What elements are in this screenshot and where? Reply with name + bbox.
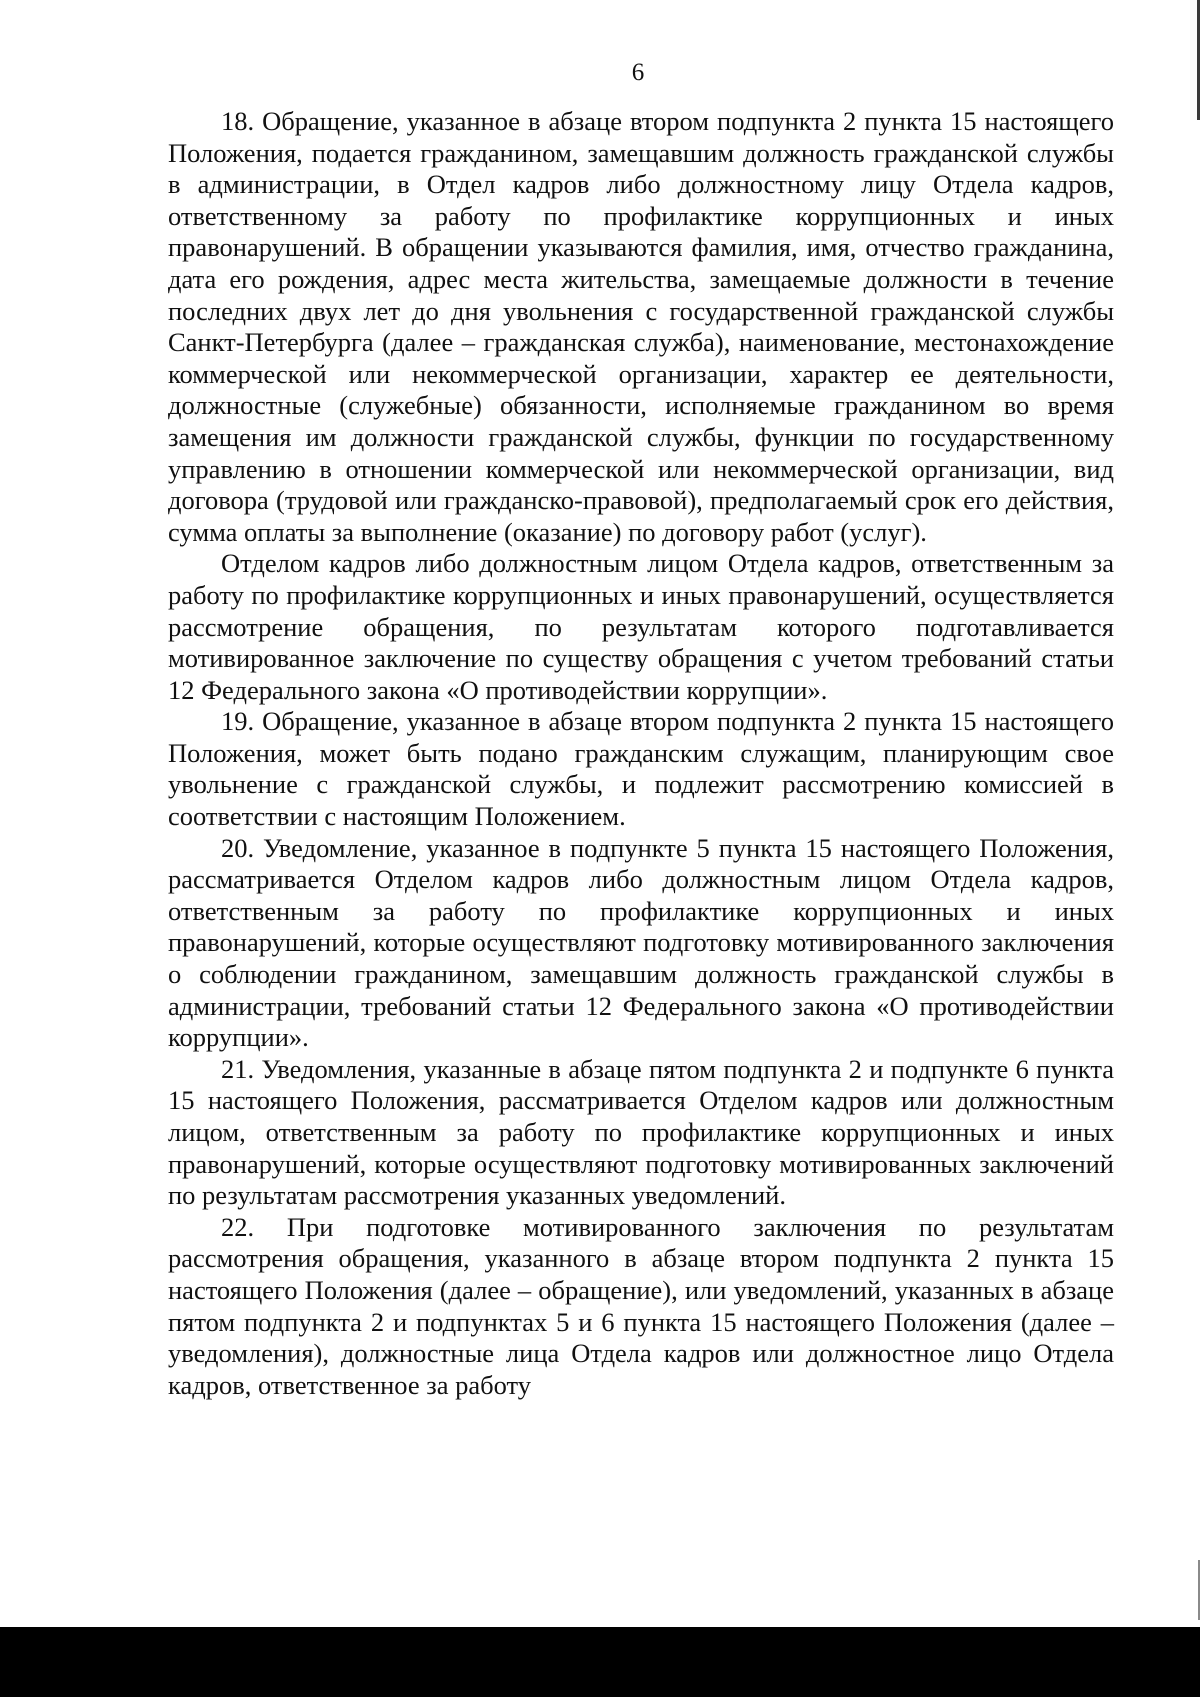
page-number: 6 (631, 59, 645, 86)
paragraph-21: 21. Уведомления, указанные в абзаце пятом подпункта 2 и подпункте 6 пункта 15 настоящего Положения, рассматривается Отделом кадров или должностным лицом, ответственным за работу по профилактике коррупционных и иных правонарушений, которые осуществляют подготовку мотивированных заключений по результатам рассмотрения указанных уведомлений. (168, 1053, 1114, 1211)
document-body (168, 106, 1114, 1401)
paragraph-22: 22. При подготовке мотивированного заключения по результатам рассмотрения обращения, указанного в абзаце втором подпункта 2 пункта 15 настоящего Положения (далее – обращение), или уведомлений, указанных в абзаце пятом подпункта 2 и подпунктах 5 и 6 пункта 15 настоящего Положения (далее – уведомления), должностные лица Отдела кадров или должностное лицо Отдела кадров, ответственное за работу (168, 1211, 1114, 1400)
paragraph-19: 19. Обращение, указанное в абзаце втором подпункта 2 пункта 15 настоящего Положения, может быть подано гражданским служащим, планирующим свое увольнение с гражданской службы, и подлежит рассмотрению комиссией в соответствии с настоящим Положением. (168, 706, 1114, 832)
paragraph-20: 20. Уведомление, указанное в подпункте 5 пункта 15 настоящего Положения, рассматривается Отделом кадров либо должностным лицом Отдела кадров, ответственным за работу по профилактике коррупционных и иных правонарушений, которые осуществляют подготовку мотивированного заключения о соблюдении гражданином, замещавшим должность гражданской службы в администрации, требований статьи 12 Федерального закона «О противодействии коррупции». (168, 832, 1114, 1053)
paragraph-18: 18. Обращение, указанное в абзаце втором подпункта 2 пункта 15 настоящего Положения, подается гражданином, замещавшим должность гражданской службы в администрации, в Отдел кадров либо должностному лицу Отдела кадров, ответственному за работу по профилактике коррупционных и иных правонарушений. В обращении указываются фамилия, имя, отчество гражданина, дата его рождения, адрес места жительства, замещаемые должности в течение последних двух лет до дня увольнения с государственной гражданской службы Санкт-Петербурга (далее – гражданская служба), наименование, местонахождение коммерческой или некоммерческой организации, характер ее деятельности, должностные (служебные) обязанности, исполняемые гражданином во время замещения им должности гражданской службы, функции по государственному управлению в отношении коммерческой или некоммерческой организации, вид договора (трудовой или гражданско-правовой), предполагаемый срок его действия, сумма оплаты за выполнение (оказание) по договору работ (услуг). (168, 106, 1114, 547)
scan-bottom-border (0, 1627, 1200, 1697)
paragraph-18-continued: Отделом кадров либо должностным лицом Отдела кадров, ответственным за работу по профилактике коррупционных и иных правонарушений, осуществляется рассмотрение обращения, по результатам которого подготавливается мотивированное заключение по существу обращения с учетом требований статьи 12 Федерального закона «О противодействии коррупции». (168, 548, 1114, 705)
